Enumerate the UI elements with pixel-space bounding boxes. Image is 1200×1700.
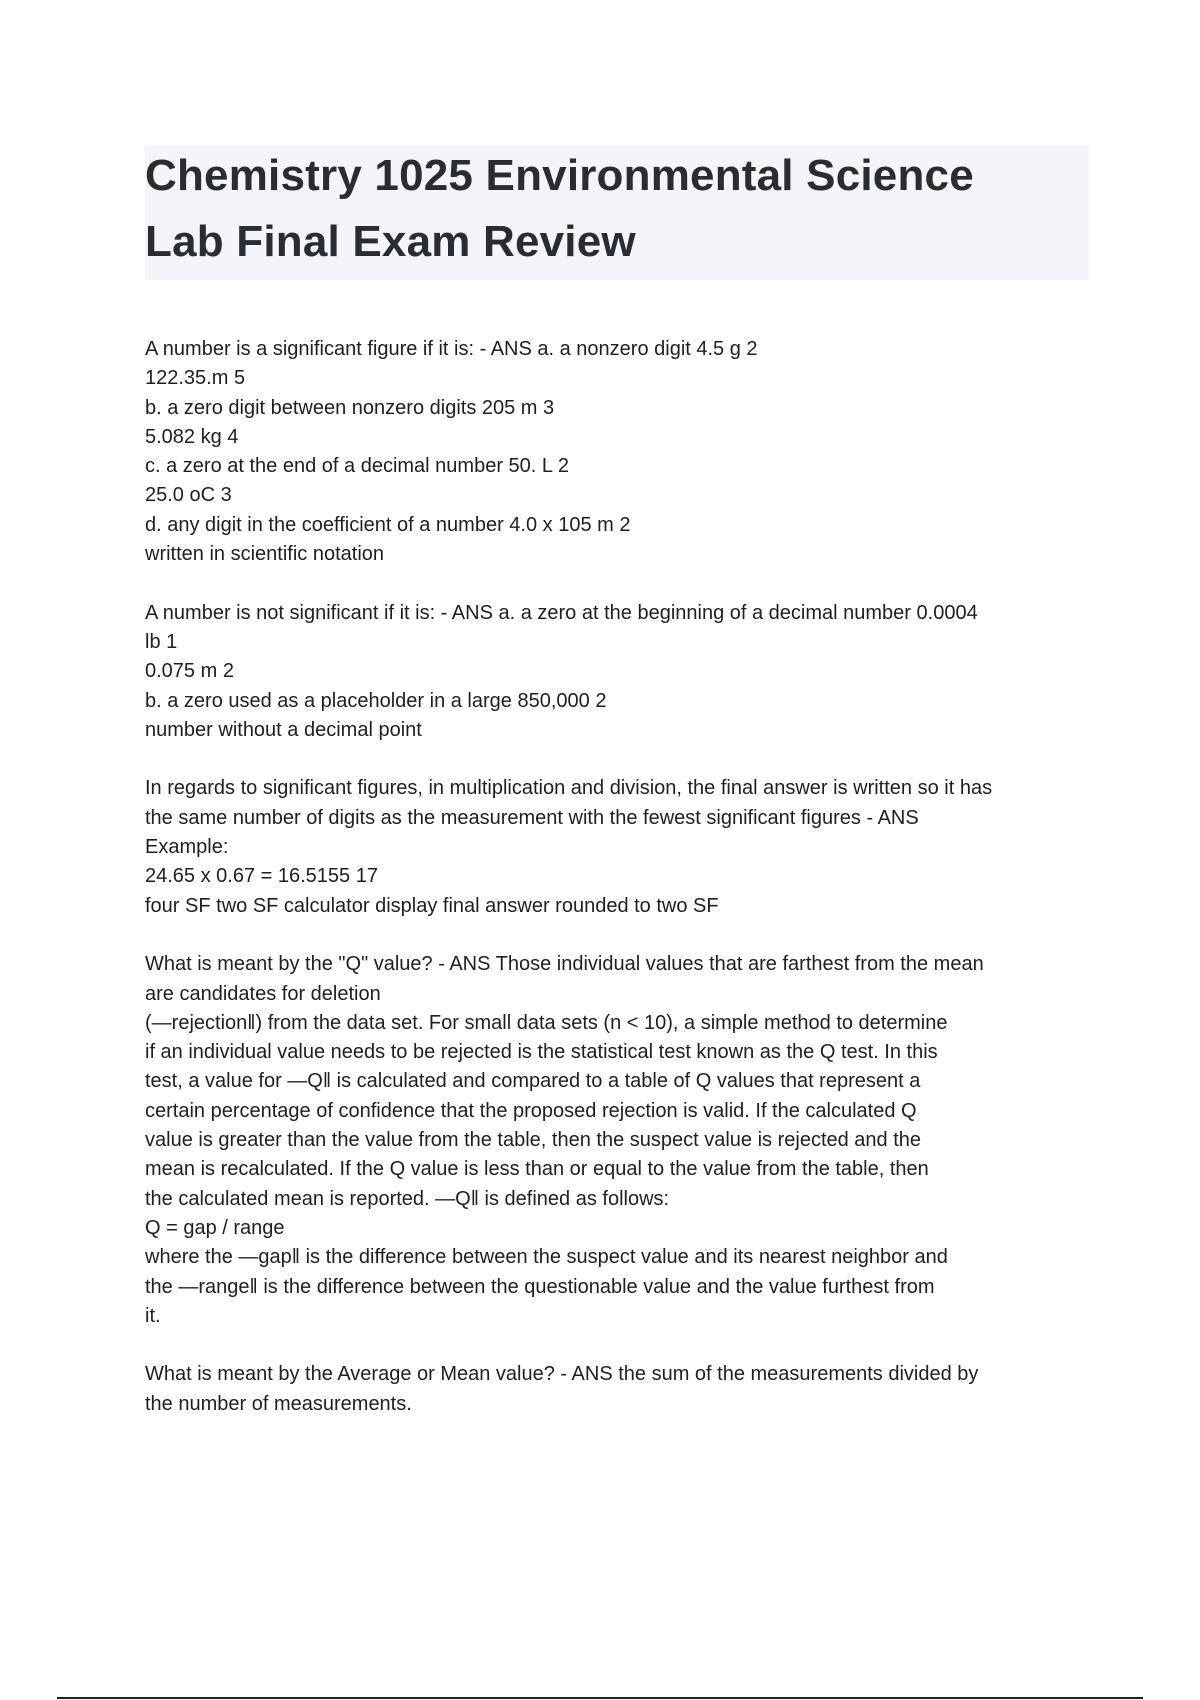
- text-line: 25.0 oC 3: [145, 484, 232, 507]
- text-line: value is greater than the value from the table, then the suspect value is rejected and the: [145, 1129, 922, 1152]
- document-body: [145, 335, 1095, 1448]
- text-line: written in scientific notation: [145, 543, 385, 566]
- text-line: the same number of digits as the measurement with the fewest significant figures - ANS: [145, 806, 919, 829]
- text-line: Q = gap / range: [145, 1216, 285, 1239]
- text-line: mean is recalculated. If the Q value is less than or equal to the value from the table, then: [145, 1158, 929, 1181]
- qa-block-multiplication-division: [145, 774, 1095, 920]
- text-line: b. a zero digit between nonzero digits 205 m 3: [145, 396, 555, 419]
- text-line: four SF two SF calculator display final answer rounded to two SF: [145, 894, 719, 917]
- title-line: Lab Final Exam Review: [145, 217, 636, 266]
- text-line: In regards to significant figures, in multiplication and division, the final answer is written so it has: [145, 777, 993, 800]
- text-line: What is meant by the "Q" value? - ANS Those individual values that are farthest from the mean: [145, 953, 984, 976]
- text-line: b. a zero used as a placeholder in a large 850,000 2: [145, 689, 607, 712]
- page-title: [145, 143, 1085, 275]
- text-line: 24.65 x 0.67 = 16.5155 17: [145, 865, 378, 888]
- qa-block-sig-figs: [145, 335, 1095, 569]
- text-line: (—rejection‖) from the data set. For small data sets (n < 10), a simple method to determine: [145, 1011, 948, 1034]
- text-line: A number is a significant figure if it is: - ANS a. a nonzero digit 4.5 g 2: [145, 338, 758, 360]
- text-line: What is meant by the Average or Mean value? - ANS the sum of the measurements divided by: [145, 1363, 979, 1386]
- qa-block-not-significant: [145, 599, 1095, 745]
- text-line: where the —gap‖ is the difference between the suspect value and its nearest neighbor and: [145, 1246, 948, 1269]
- text-line: are candidates for deletion: [145, 982, 381, 1005]
- qa-block-q-value: [145, 950, 1095, 1331]
- text-line: 0.075 m 2: [145, 660, 234, 683]
- text-line: Example:: [145, 836, 229, 859]
- text-line: number without a decimal point: [145, 718, 422, 741]
- text-line: test, a value for —Q‖ is calculated and compared to a table of Q values that represent a: [145, 1070, 921, 1093]
- text-line: A number is not significant if it is: - ANS a. a zero at the beginning of a decimal number 0.0004: [145, 601, 978, 624]
- footer-divider: [57, 1697, 1143, 1699]
- text-line: the calculated mean is reported. —Q‖ is defined as follows:: [145, 1187, 670, 1210]
- text-line: if an individual value needs to be rejected is the statistical test known as the Q test. In this: [145, 1041, 938, 1064]
- text-line: certain percentage of confidence that the proposed rejection is valid. If the calculated Q: [145, 1099, 917, 1122]
- text-line: the number of measurements.: [145, 1392, 412, 1415]
- text-line: the —range‖ is the difference between the questionable value and the value furthest from: [145, 1275, 935, 1298]
- text-line: 5.082 kg 4: [145, 425, 239, 448]
- text-line: lb 1: [145, 630, 178, 653]
- qa-block-mean-value: [145, 1360, 1095, 1419]
- text-line: d. any digit in the coefficient of a number 4.0 x 105 m 2: [145, 513, 631, 536]
- title-line: Chemistry 1025 Environmental Science: [145, 151, 974, 200]
- text-line: 122.35.m 5: [145, 367, 246, 390]
- text-line: it.: [145, 1304, 161, 1327]
- text-line: c. a zero at the end of a decimal number 50. L 2: [145, 455, 569, 478]
